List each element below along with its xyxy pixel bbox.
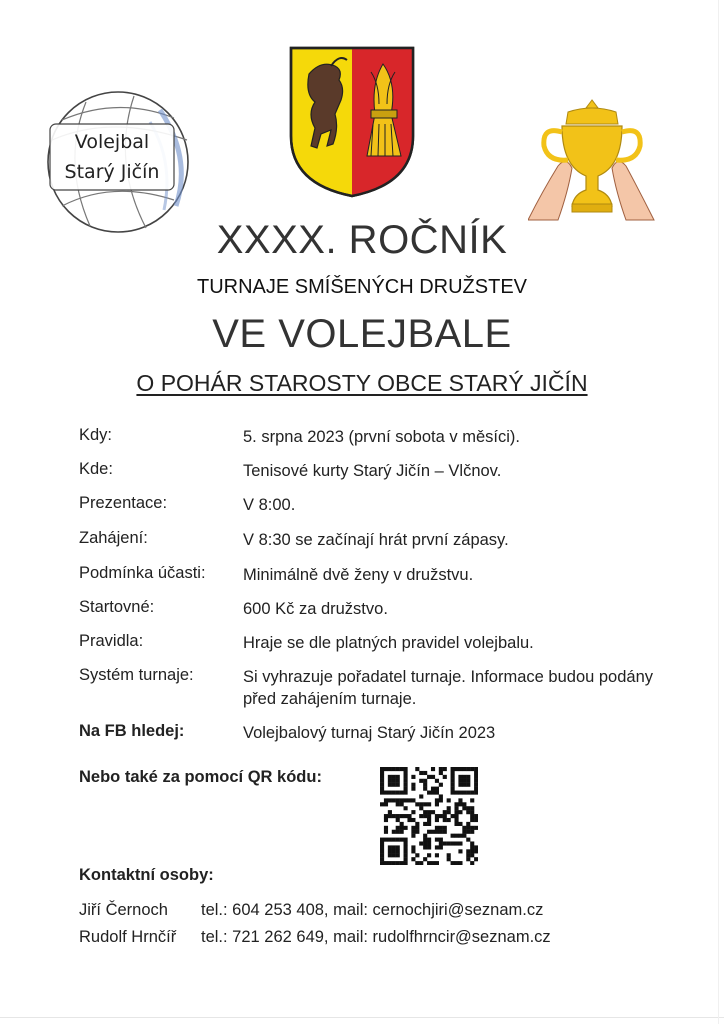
logo-line1: Volejbal [74,131,150,153]
detail-value: V 8:00. [243,496,296,514]
qr-code-icon[interactable] [380,767,478,865]
detail-label: Pravidla: [79,632,144,650]
volleyball-logo-icon [42,88,194,236]
contact-row [79,928,551,947]
logo-line2: Starý Jičín [64,161,160,183]
detail-label: Startovné: [79,598,155,616]
contact-info: tel.: 721 262 649, mail: rudolfhrncir@seznam.cz [201,928,551,946]
contact-name: Jiří Černoch [79,901,168,919]
sport-title: VE VOLEJBALE [212,312,512,356]
qr-label: Nebo také za pomocí QR kódu: [79,768,322,786]
detail-value: 5. srpna 2023 (první sobota v měsíci). [243,428,520,446]
contact-row [79,901,543,920]
detail-label: Kde: [79,460,113,478]
detail-value: Si vyhrazuje pořadatel turnaje. Informace budou podány před zahájením turnaje. [243,668,654,708]
detail-value: Volejbalový turnaj Starý Jičín 2023 [243,724,496,742]
detail-value: 600 Kč za družstvo. [243,600,388,618]
detail-value: Minimálně dvě ženy v družstvu. [243,566,474,584]
coat-of-arms-icon [287,44,417,200]
detail-label: Na FB hledej: [79,722,185,740]
detail-value: Tenisové kurty Starý Jičín – Vlčnov. [243,462,502,480]
scan-edge-bottom [0,1017,724,1018]
scan-edge-right [718,0,719,1024]
contact-name: Rudolf Hrnčíř [79,928,177,946]
tournament-subtitle: TURNAJE SMÍŠENÝCH DRUŽSTEV [196,276,528,298]
detail-label: Prezentace: [79,494,168,512]
contacts-title: Kontaktní osoby: [79,866,214,884]
contact-info: tel.: 604 253 408, mail: cernochjiri@seznam.cz [201,901,544,919]
detail-label: Kdy: [79,426,113,444]
cup-title: O POHÁR STAROSTY OBCE STARÝ JIČÍN [136,370,588,396]
trophy-icon [528,96,656,222]
detail-label: Podmínka účasti: [79,564,206,582]
edition-title: XXXX. ROČNÍK [216,218,508,262]
detail-value: Hraje se dle platných pravidel volejbalu. [243,634,534,652]
detail-label: Zahájení: [79,529,148,547]
detail-label: Systém turnaje: [79,666,194,684]
detail-value: V 8:30 se začínají hrát první zápasy. [243,531,509,549]
